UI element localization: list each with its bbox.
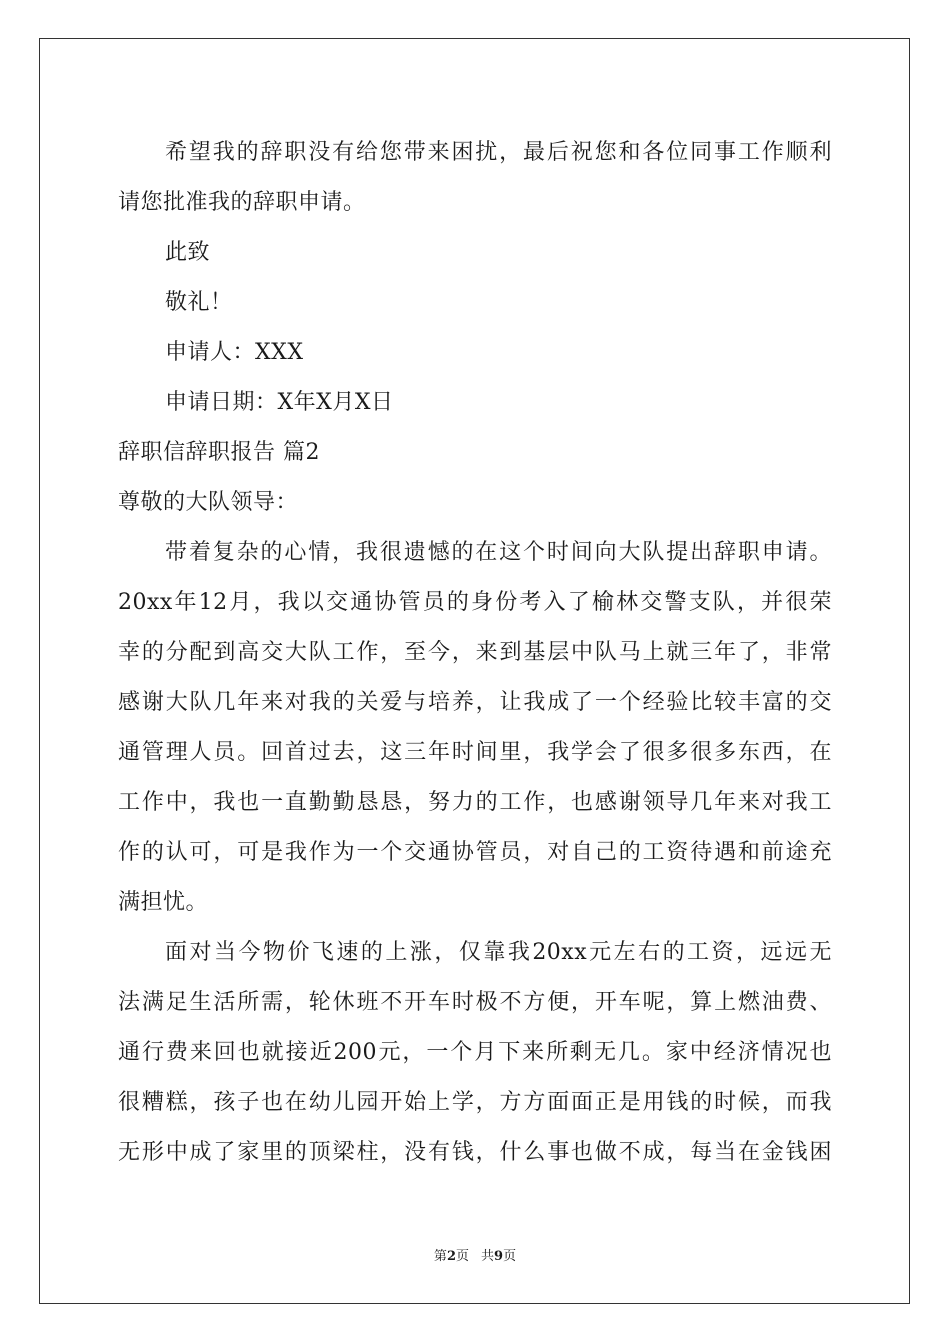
paragraph-line: 工作中，我也一直勤勤恳恳，努力的工作，也感谢领导几年来对我工 xyxy=(118,790,832,815)
paragraph-line: 带着复杂的心情，我很遗憾的在这个时间向大队提出辞职申请。 xyxy=(165,540,832,565)
paragraph-line: 满担忧。 xyxy=(118,890,209,915)
total-suffix: 页 xyxy=(503,1249,517,1264)
paragraph-line: 希望我的辞职没有给您带来困扰，最后祝您和各位同事工作顺利 xyxy=(165,140,832,165)
page-prefix: 第 xyxy=(433,1249,447,1264)
page-number: 2 xyxy=(446,1249,456,1264)
paragraph-line: 感谢大队几年来对我的关爱与培养，让我成了一个经验比较丰富的交 xyxy=(118,690,832,715)
paragraph-line: 法满足生活所需，轮休班不开车时极不方便，开车呢，算上燃油费、 xyxy=(118,990,832,1015)
total-prefix: 共 xyxy=(481,1249,495,1264)
paragraph-line: 通管理人员。回首过去，这三年时间里，我学会了很多很多东西，在 xyxy=(118,740,832,765)
document-body xyxy=(118,128,832,1178)
paragraph-line: 20xx年12月，我以交通协管员的身份考入了榆林交警支队，并很荣 xyxy=(118,590,832,615)
paragraph-line: 通行费来回也就接近200元，一个月下来所剩无几。家中经济情况也 xyxy=(118,1040,832,1065)
paragraph-line: 面对当今物价飞速的上涨，仅靠我20xx元左右的工资，远远无 xyxy=(165,940,832,965)
letter-greeting: 尊敬的大队领导： xyxy=(118,490,299,515)
paragraph-line: 请您批准我的辞职申请。 xyxy=(118,190,366,215)
paragraph-line: 幸的分配到高交大队工作，至今，来到基层中队马上就三年了，非常 xyxy=(118,640,832,665)
applicant-line: 申请人：XXX xyxy=(165,340,304,365)
application-date-line: 申请日期：X年X月X日 xyxy=(165,390,394,415)
closing-salutation: 此致 xyxy=(165,240,211,265)
paragraph-line: 作的认可，可是我作为一个交通协管员，对自己的工资待遇和前途充 xyxy=(118,840,832,865)
paragraph-line: 很糟糕，孩子也在幼儿园开始上学，方方面面正是用钱的时候，而我 xyxy=(118,1090,832,1115)
page-footer xyxy=(0,1245,950,1264)
page-suffix: 页 xyxy=(455,1249,469,1264)
section-heading: 辞职信辞职报告 篇2 xyxy=(118,440,320,465)
paragraph-line: 无形中成了家里的顶梁柱，没有钱，什么事也做不成，每当在金钱困 xyxy=(118,1140,832,1165)
total-pages: 9 xyxy=(494,1249,504,1264)
closing-regards: 敬礼！ xyxy=(165,290,233,315)
